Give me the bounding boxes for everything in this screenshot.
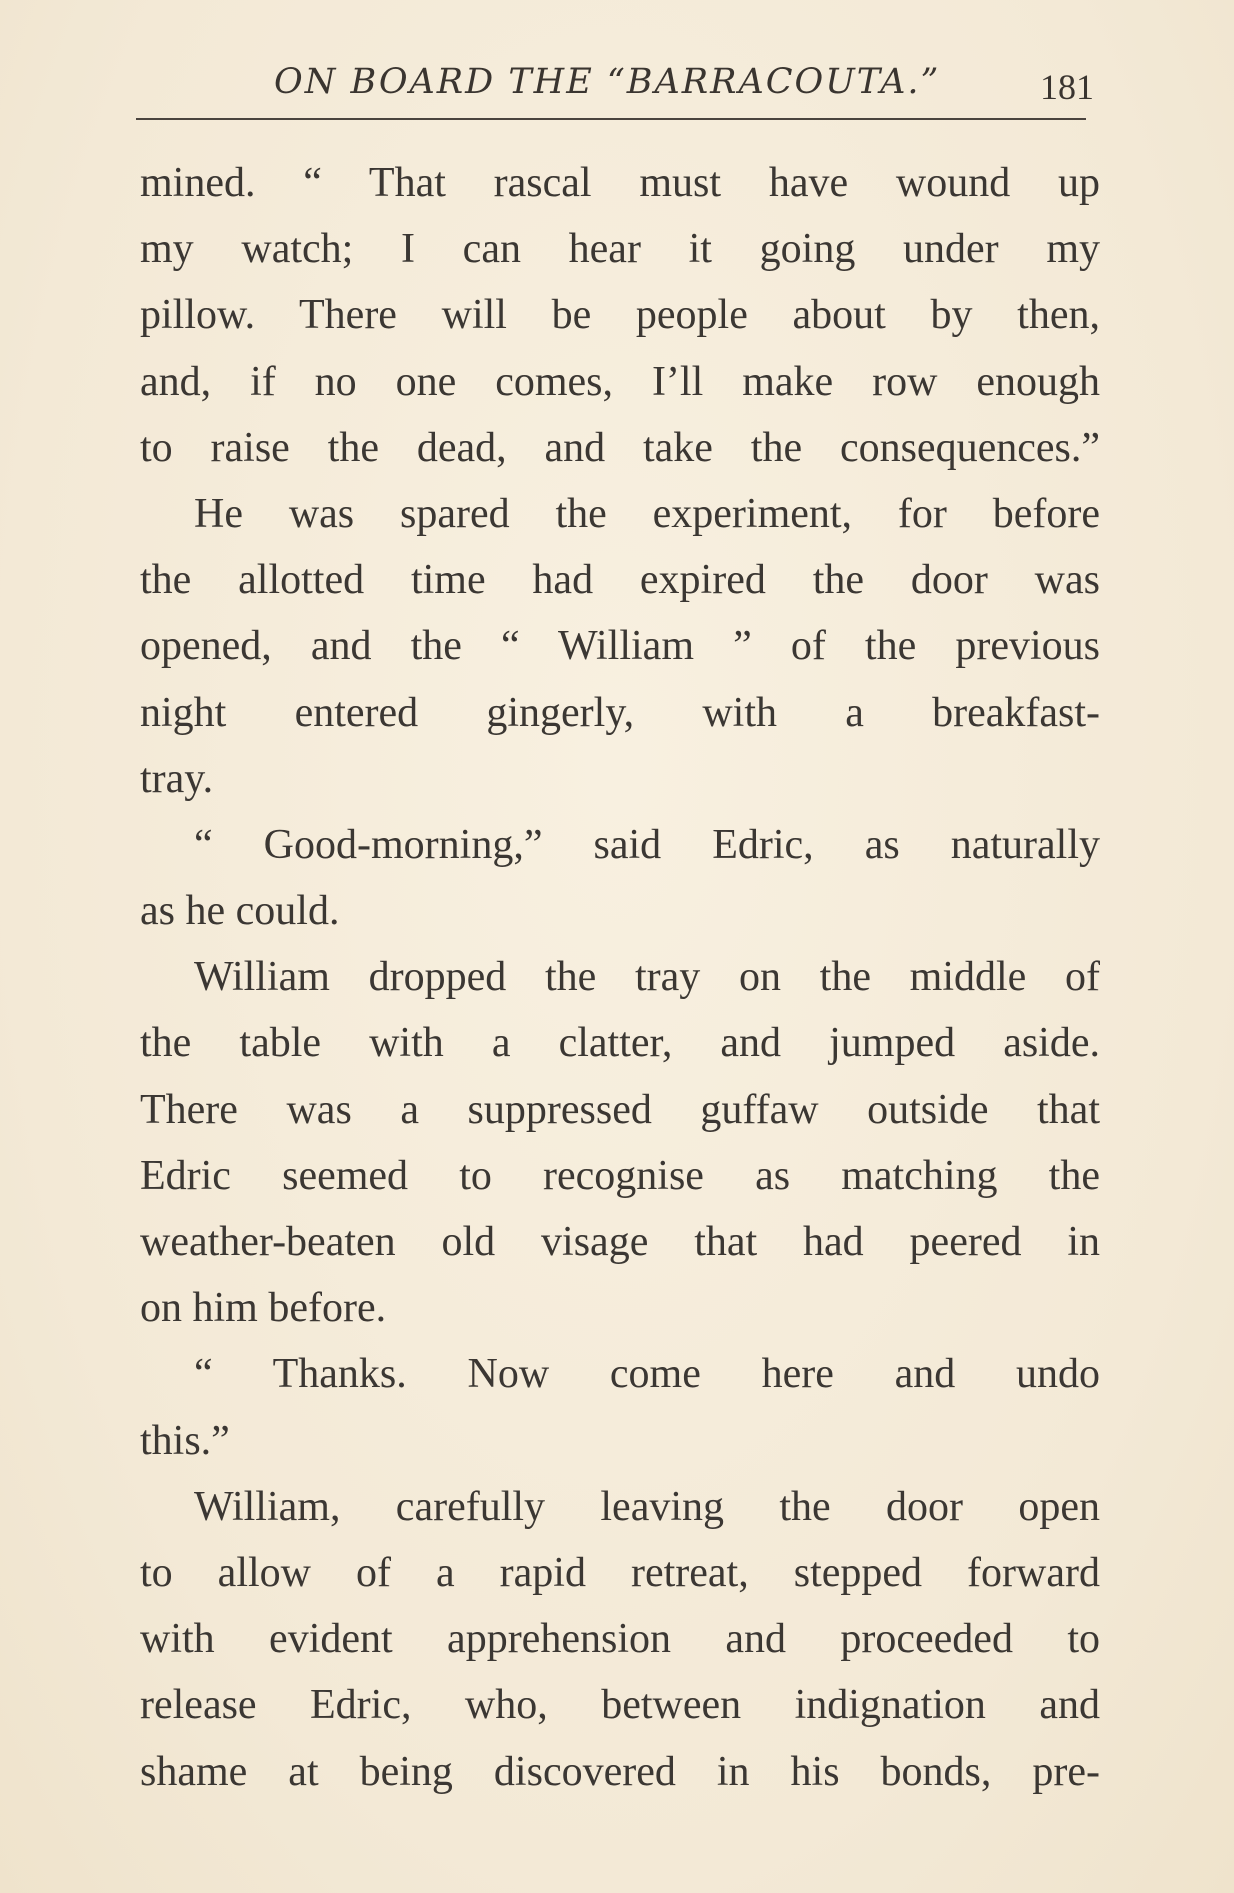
text-line: as he could. [140,888,340,935]
text-line: release Edric, who, between indignation and [140,1682,1100,1729]
text-line: this.” [140,1417,230,1464]
text-line: to allow of a rapid retreat, stepped forward [140,1549,1100,1596]
header-rule [136,118,1086,120]
text-line: William, carefully leaving the door open [194,1483,1100,1530]
text-line: night entered gingerly, with a breakfast- [140,689,1100,736]
text-line: William dropped the tray on the middle of [194,954,1100,1001]
text-line: “ Good-morning,” said Edric, as naturally [194,821,1100,868]
text-line: pillow. There will be people about by then, [140,292,1100,339]
text-line: mined. “ That rascal must have wound up [140,160,1100,206]
text-line: with evident apprehension and proceeded to [140,1616,1100,1663]
text-line: “ Thanks. Now come here and undo [194,1351,1100,1398]
text-line: the allotted time had expired the door was [140,557,1100,604]
body-text [140,150,1100,1805]
text-line: tray. [140,755,214,802]
text-line: the table with a clatter, and jumped aside. [140,1020,1100,1067]
running-title: ON BOARD THE “BARRACOUTA.” [274,62,941,102]
text-line: shame at being discovered in his bonds, pre- [140,1748,1100,1795]
text-line: weather-beaten old visage that had peered in [140,1219,1100,1265]
text-line: to raise the dead, and take the consequences.” [140,424,1100,471]
text-line: my watch; I can hear it going under my [140,226,1100,273]
page-number: 181 [1040,67,1094,107]
text-line: He was spared the experiment, for before [194,490,1100,537]
text-line: opened, and the “ William ” of the previous [140,623,1100,670]
text-line: There was a suppressed guffaw outside that [140,1086,1100,1133]
page-header [140,58,1102,110]
text-line: on him before. [140,1285,387,1332]
text-line: Edric seemed to recognise as matching the [140,1152,1100,1199]
text-line: and, if no one comes, I’ll make row enough [140,358,1100,405]
